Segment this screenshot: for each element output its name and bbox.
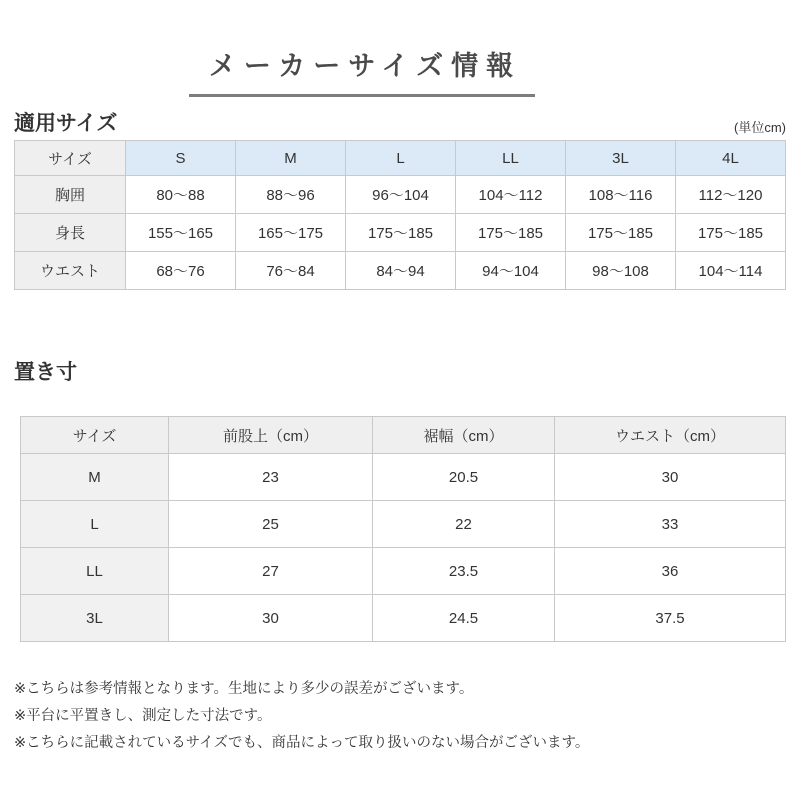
footnote-line: ※こちらに記載されているサイズでも、商品によって取り扱いのない場合がございます。 [14, 734, 590, 751]
column-header-m: M [236, 141, 346, 176]
unit-note: (単位cm) [734, 120, 786, 135]
table-cell: 24.5 [373, 595, 555, 642]
section-heading-flat-size: 置き寸 [14, 361, 77, 384]
column-header-size: サイズ [21, 417, 169, 454]
table-row-waist [15, 252, 786, 290]
column-header-s: S [126, 141, 236, 176]
table-row-3l [21, 595, 786, 642]
table-cell: 30 [169, 595, 373, 642]
page-title-wrap [0, 44, 748, 97]
table-cell: 165〜175 [236, 214, 346, 252]
column-header-4l: 4L [676, 141, 786, 176]
row-label: 3L [21, 595, 169, 642]
table-cell: 104〜114 [676, 252, 786, 290]
table-cell: 27 [169, 548, 373, 595]
table-cell: 76〜84 [236, 252, 346, 290]
footnotes [14, 676, 786, 756]
table-cell: 33 [555, 501, 786, 548]
table-row-l [21, 501, 786, 548]
table-cell: 84〜94 [346, 252, 456, 290]
row-label: ウエスト [15, 252, 126, 290]
footnote-line: ※こちらは参考情報となります。生地により多少の誤差がございます。 [14, 681, 474, 697]
table-cell: 25 [169, 501, 373, 548]
table-row-chest [15, 176, 786, 214]
table-row-ll [21, 548, 786, 595]
table-cell: 36 [555, 548, 786, 595]
table-cell: 37.5 [555, 595, 786, 642]
footnote-line: ※平台に平置きし、測定した寸法です。 [14, 707, 272, 724]
row-label: L [21, 501, 169, 548]
table-row-m [21, 454, 786, 501]
table-cell: 23.5 [373, 548, 555, 595]
size-info-page [0, 44, 800, 756]
column-header-3l: 3L [566, 141, 676, 176]
table-header-row [21, 417, 786, 454]
column-header-hem-width: 裾幅（cm） [373, 417, 555, 454]
table-cell: 112〜120 [676, 176, 786, 214]
table-cell: 175〜185 [456, 214, 566, 252]
row-label: 胸囲 [15, 176, 126, 214]
section-heading-applicable-size: 適用サイズ [14, 112, 118, 135]
column-header-size: サイズ [15, 141, 126, 176]
page-title: メーカーサイズ情報 [189, 44, 535, 97]
table-cell: 175〜185 [566, 214, 676, 252]
table-cell: 98〜108 [566, 252, 676, 290]
flat-size-table [20, 416, 786, 642]
table-cell: 88〜96 [236, 176, 346, 214]
table-cell: 155〜165 [126, 214, 236, 252]
applicable-size-table [14, 140, 786, 290]
table-cell: 104〜112 [456, 176, 566, 214]
row-label: 身長 [15, 214, 126, 252]
column-header-front-rise: 前股上（cm） [169, 417, 373, 454]
column-header-ll: LL [456, 141, 566, 176]
table-cell: 20.5 [373, 454, 555, 501]
column-header-waist: ウエスト（cm） [555, 417, 786, 454]
table-header-row [15, 141, 786, 176]
table-cell: 96〜104 [346, 176, 456, 214]
column-header-l: L [346, 141, 456, 176]
applicable-size-header-row [14, 107, 786, 137]
table-cell: 175〜185 [346, 214, 456, 252]
table-cell: 80〜88 [126, 176, 236, 214]
table-cell: 108〜116 [566, 176, 676, 214]
table-cell: 175〜185 [676, 214, 786, 252]
table-cell: 94〜104 [456, 252, 566, 290]
table-cell: 23 [169, 454, 373, 501]
table-row-height [15, 214, 786, 252]
row-label: M [21, 454, 169, 501]
row-label: LL [21, 548, 169, 595]
table-cell: 68〜76 [126, 252, 236, 290]
table-cell: 22 [373, 501, 555, 548]
flat-size-table-wrap [20, 416, 786, 642]
table-cell: 30 [555, 454, 786, 501]
